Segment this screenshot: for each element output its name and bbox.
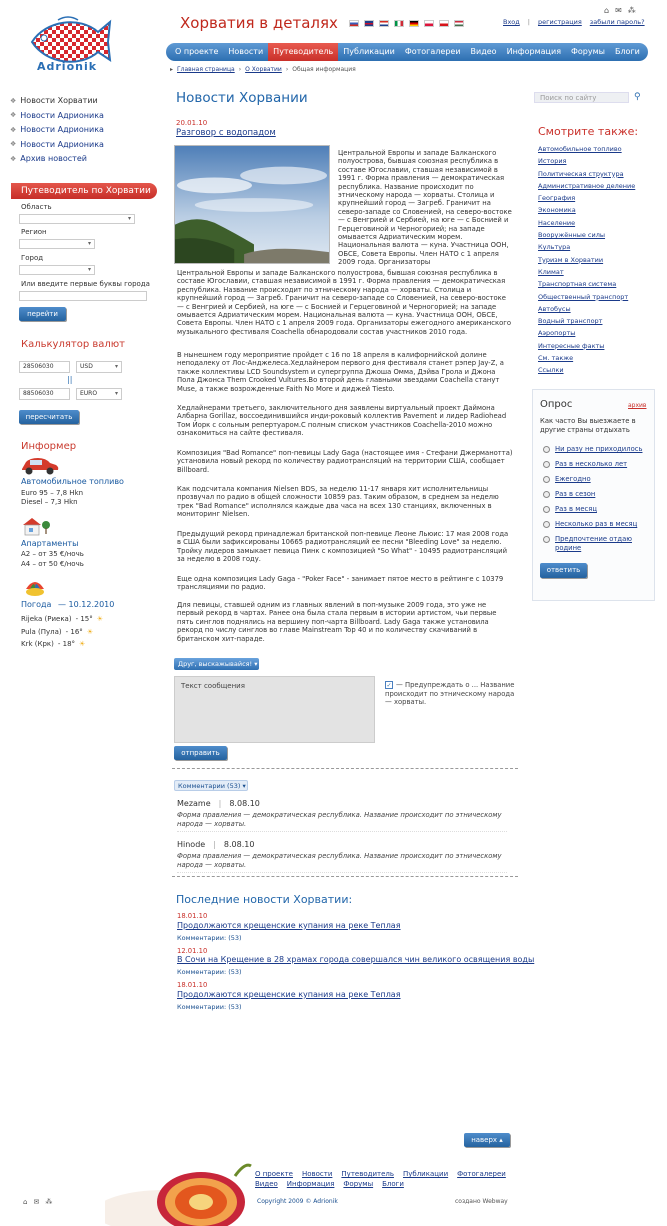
bullet-icon: ❖	[10, 154, 17, 163]
car-icon	[18, 456, 60, 476]
footer-link[interactable]: Блоги	[382, 1180, 404, 1188]
left-nav-item[interactable]	[10, 154, 104, 163]
breadcrumb-separator: ›	[285, 66, 289, 73]
footer-link[interactable]: Путеводитель	[341, 1170, 394, 1178]
left-nav-label: Новости Адрионика	[20, 110, 104, 120]
poll-option[interactable]	[543, 520, 655, 529]
see-also-link[interactable]: Аэропорты	[538, 329, 576, 338]
divider	[172, 768, 518, 769]
page-title: Новости Хорвании	[176, 90, 308, 106]
news-date: 18.01.10	[177, 912, 208, 920]
see-also-link[interactable]: Транспортная система	[538, 280, 617, 289]
see-also-link[interactable]: Население	[538, 218, 576, 227]
see-also-list	[538, 143, 635, 377]
city-letters-input[interactable]	[19, 291, 147, 301]
weather-title: Погода	[21, 600, 52, 609]
flag-de-icon[interactable]	[409, 20, 419, 27]
bullet-icon: ❖	[10, 96, 17, 105]
comment-separator: |	[213, 840, 216, 849]
nav-guide[interactable]: Путеводитель	[268, 43, 338, 61]
calc-title: Калькулятор валют	[21, 339, 126, 350]
article-paragraph: Центральной Европы и западе Балканского полуострова, бывшая союзная республика в составе Югославии, ставшая независимой в 1991 г. Форма правления — демократическая республика. Название происходит по этническому народа — хорваты. Столица и крупнейший город — Загреб. Граничит на северо-западе со Словенией, на северо-востоке — с Венгрией и Сербией, на юге — с Боснией и Герцеговиной и Черногорией; на западе омывается Адриатическим морем. Национальная валюта — куна. Участница ООН, ОБСЕ, Совета Европы. Член НАТО с 1 апреля 2009 года. Организаторы ежегодного американского музыкального фестиваля Coachella обнародовали состав участников 2010 года.	[177, 269, 512, 336]
see-also-link[interactable]: Общественный транспорт	[538, 292, 629, 301]
article-paragraph: Для певицы, ставшей одним из главных явлений в поп-музыке 2009 года, это уже не первый рекорд в чартах. Ранее она была стала первым в истории артистом, чьи первые пять синглов поднялись на вершину поп-чарта Billboard. Lady Gaga также установила рекорд по числу синглов во главе Mainstream Top 40 и по количеству скачиваний в британском хит-параде.	[177, 601, 497, 643]
article-paragraph: Хедлайнерами третьего, заключительного дня заявлены виртуальный проект Даймона Албарна Gorillaz, воссоединившийся инди-роковый коллектив Pavement и лидер Radiohead Том Йорк с сольным репертуаром.С полным списком участников Coachella-2010 можно ознакомиться на сайте фестиваля.	[177, 404, 507, 438]
comments-toggle-button[interactable]: Комментарии (53) ▾	[174, 780, 248, 791]
city-letters-label: Или введите первые буквы города	[21, 280, 150, 288]
breadcrumb	[170, 66, 356, 73]
comment-separator: |	[218, 799, 222, 808]
bullet-icon: ❖	[10, 125, 17, 134]
weather-row	[21, 615, 103, 623]
nav-forums[interactable]: Форумы	[571, 47, 605, 56]
left-news-nav	[10, 96, 104, 169]
weather-row	[21, 628, 93, 636]
chevron-down-icon: ▾	[127, 215, 131, 222]
sitemap-icon[interactable]: ⁂	[627, 6, 636, 15]
poll-option-label: Раз в месяц	[555, 505, 597, 513]
amount-2-input[interactable]: 88506030	[19, 388, 70, 400]
see-also-link[interactable]: Вооружённые силы	[538, 231, 606, 240]
comment-date: 8.08.10	[229, 799, 260, 808]
poll-option[interactable]	[543, 535, 655, 552]
area-select[interactable]	[19, 214, 135, 224]
article-paragraph: Еще одна композиция Lady Gaga - "Poker Face" - занимает пятое место в рейтинге с 10379 трансляциями по радио.	[177, 575, 504, 592]
left-nav-label: Новости Хорватии	[20, 96, 98, 105]
apartments-title: Апартаменты	[21, 539, 79, 548]
breadcrumb-about[interactable]: О Хорватии	[245, 66, 282, 73]
flag-hr-icon[interactable]	[379, 20, 389, 27]
site-title: Хорватия в деталях	[180, 14, 338, 32]
main-nav	[166, 43, 648, 61]
poll-title: Опрос	[540, 399, 573, 410]
mail-icon[interactable]: ✉	[33, 1198, 40, 1206]
see-also-title: Смотрите также:	[538, 125, 639, 138]
search-input[interactable]: Поиск по сайту	[534, 92, 629, 103]
poll-archive-link[interactable]: архив	[628, 402, 647, 409]
made-by: создано Webway	[455, 1198, 508, 1205]
article-photo	[174, 145, 330, 264]
poll-option-label: Раз в сезон	[555, 490, 596, 498]
poll-option[interactable]	[543, 505, 655, 514]
fuel-line: Euro 95 – 7,8 Hkn	[21, 489, 84, 497]
comment-text: Форма правления — демократическая республика. Название происходит по этническому народа — хорваты.	[177, 811, 507, 832]
home-icon[interactable]: ⌂	[23, 1198, 28, 1206]
see-also-link[interactable]: Климат	[538, 267, 564, 276]
see-also-link[interactable]: Административное деление	[538, 181, 636, 190]
article-paragraph: Как подсчитала компания Nielsen BDS, за неделю 11-17 января хит исполнительницы прозвучал по радио в общей сложности 10859 раз. Таким образом, в среднем за неделю трек "Bad Romance" исполнялся каждые два часа на всех 130 станциях, включенных в мониторинг Nielsen.	[177, 485, 499, 519]
news-comments-link[interactable]: Комментарии: (53)	[177, 934, 242, 942]
area-label: Область	[21, 203, 52, 211]
left-nav-item[interactable]	[10, 111, 104, 120]
poll-option[interactable]	[543, 475, 655, 484]
see-also-link[interactable]: Экономика	[538, 206, 576, 215]
nav-photo-galleries[interactable]: Фотогалереи	[404, 47, 461, 56]
breadcrumb-current: Общая информация	[292, 66, 356, 73]
currency-2-value: EURO	[80, 390, 98, 397]
guide-title-bar: Путеводитель по Хорватии	[11, 183, 157, 199]
nav-info[interactable]: Информация	[506, 47, 561, 56]
news-date: 12.01.10	[177, 947, 208, 955]
see-also-link[interactable]: Автомобильное топливо	[538, 145, 622, 153]
fuel-title: Автомобильное топливо	[21, 477, 124, 486]
radio-button[interactable]	[543, 506, 550, 513]
weather-temp: - 16°	[65, 628, 83, 636]
chevron-down-icon: ▾	[114, 363, 118, 370]
news-comments-link[interactable]: Комментарии: (53)	[177, 968, 242, 976]
vote-button[interactable]: ответить	[540, 563, 587, 578]
sun-cloud-icon: ☀	[79, 640, 86, 648]
left-nav-label: Новости Адрионика	[20, 125, 104, 134]
weather-city: Pula (Пула)	[21, 628, 62, 636]
news-title-link[interactable]: В Сочи на Крещение в 28 храмах города совершался чин великого освящения воды	[177, 955, 535, 964]
poll-option-label: Ежегодно	[555, 475, 591, 483]
nav-video[interactable]: Видео	[470, 47, 497, 56]
footer-links	[255, 1169, 515, 1189]
see-also-link[interactable]: Ссылки	[538, 366, 564, 375]
news-comments-link[interactable]: Комментарии: (53)	[177, 1003, 242, 1011]
radio-button[interactable]	[543, 461, 550, 468]
fuel-line: Diesel – 7,3 Hkn	[21, 498, 78, 506]
news-title-link[interactable]: Продолжаются крещенские купания на реке Теплая	[177, 990, 401, 999]
poll-option[interactable]	[543, 445, 655, 454]
radio-button[interactable]	[543, 491, 550, 498]
weather-city: Krk (Крк)	[21, 640, 54, 648]
weather-temp: - 15°	[75, 615, 93, 623]
see-also-link[interactable]: Туризм в Хорватии	[538, 255, 604, 264]
sun-cloud-icon: ☀	[96, 615, 104, 623]
currency-2-select[interactable]	[76, 388, 122, 400]
language-flags	[349, 20, 464, 27]
poll-option-label: Предпочтение отдаю родине	[555, 535, 632, 552]
currency-1-value: USD	[80, 363, 93, 370]
register-link[interactable]: регистрация	[537, 18, 582, 26]
footer-link[interactable]: Информация	[286, 1180, 335, 1188]
breadcrumb-home[interactable]: Главная страница	[177, 66, 235, 73]
footer-link[interactable]: Фотогалереи	[457, 1170, 506, 1178]
sitemap-icon[interactable]: ⁂	[45, 1198, 53, 1206]
copyright: Copyright 2009 © Adrionik	[257, 1198, 338, 1205]
poll-option-label: Раз в несколько лет	[555, 460, 628, 468]
search-icon[interactable]: ⚲	[634, 92, 641, 102]
see-also-link[interactable]: Политическая структура	[538, 169, 624, 178]
footer-link[interactable]: Видео	[255, 1180, 278, 1188]
house-icon	[22, 516, 52, 536]
comment-header	[177, 840, 254, 849]
see-also-link[interactable]: История	[538, 157, 567, 166]
comment-date: 8.08.10	[223, 840, 255, 849]
nav-blogs[interactable]: Блоги	[614, 47, 640, 56]
scroll-top-button[interactable]: наверх ▴	[464, 1133, 510, 1147]
article-text-beside-photo: Центральной Европы и западе Балканского полуострова, бывшая союзная республика в составе Югославии, ставшая независимой в 1991 г. Форма правления — демократическая республика. Название происходит по этническому народа — хорваты. Столица и крупнейший город — Загреб. Граничит на северо-западе со Словенией, на северо-востоке — с Венгрией и Сербией, на юге — с Боснией и Герцеговиной и Черногорией; на западе омывается Адриатическим морем. Национальная валюта — куна. Участница ООН, ОБСЕ, Совета Европы. Член НАТО с 1 апреля 2009 года. Организаторы	[338, 149, 512, 267]
weather-row	[21, 640, 85, 648]
article-paragraph: В нынешнем году мероприятие пройдет с 16 по 18 апреля в калифорнийской долине неподалеку от Лос-Анджелеса.Хедлайнером первого дня фестиваля станет рэпер Jay-Z, а также коллективы LCD Soundsystem и супергруппа Джоша Омма, Дэйва Грола и Джона Пола Джонса Them Crooked Vultures.Во второй день главными звездами Coachella станут Muse, а также возрожденные Faith No More и диджей Tiesto.	[177, 351, 504, 393]
radio-button[interactable]	[543, 476, 550, 483]
bullet-icon: ❖	[10, 140, 17, 148]
weather-date: — 10.12.2010	[58, 600, 115, 609]
nav-news[interactable]: Новости	[228, 47, 264, 56]
poll-option-label: Ни разу не приходилось	[555, 445, 643, 453]
header-tools	[604, 6, 636, 15]
latest-news-title: Последние новости Хорватии:	[176, 893, 353, 906]
see-also-link[interactable]: Культура	[538, 243, 571, 252]
see-also-link[interactable]: Интересные факты	[538, 341, 605, 350]
poll-option[interactable]	[543, 490, 655, 499]
flag-uk-icon[interactable]	[364, 20, 374, 27]
comment-author: Mezame	[177, 799, 211, 808]
poll-question: Как часто Вы выезжаете в другие страны отдыхать	[540, 417, 636, 434]
message-textarea[interactable]: Текст сообщения	[174, 676, 375, 743]
news-title-link[interactable]: Продолжаются крещенские купания на реке Теплая	[177, 921, 401, 930]
beach-umbrella-icon	[24, 579, 46, 597]
comment-text: Форма правления — демократическая республика. Название происходит по этническому народа — хорваты.	[177, 852, 507, 873]
article-paragraph: Предыдущий рекорд принадлежал британской поп-певице Леоне Льюис: 17 мая 2008 года в США были зафиксированы 10665 радиотрансляций ее песни "Bleeding Love" за неделю. Тройку лидеров замыкает певица Пинк с композицией "So What" - 10495 радиотрансляций за неделю в 2008 году.	[177, 530, 509, 564]
article-paragraph: Композиция "Bad Romance" поп-певицы Lady Gaga (настоящее имя - Стефани Джерманотта) установила новый рекорд по количеству радиотрансляций на территории США, сообщает Billboard.	[177, 449, 513, 474]
breadcrumb-arrow-icon: ▸	[170, 66, 174, 73]
bullet-icon: ❖	[10, 111, 17, 119]
footer-link[interactable]: Новости	[301, 1170, 333, 1178]
radio-button[interactable]	[543, 521, 550, 528]
flag-cz-icon[interactable]	[439, 20, 449, 27]
recalculate-button[interactable]: пересчитать	[19, 410, 79, 424]
flag-pl-icon[interactable]	[424, 20, 434, 27]
auth-separator: |	[527, 18, 530, 26]
flag-hu-icon[interactable]	[454, 20, 464, 27]
left-nav-label: Архив новостей	[20, 154, 87, 163]
see-also-link[interactable]: Водный транспорт	[538, 317, 603, 326]
mail-icon[interactable]: ✉	[615, 6, 622, 15]
see-also-link[interactable]: См. также	[538, 354, 574, 363]
currency-1-select[interactable]	[76, 361, 122, 373]
see-also-link[interactable]: Автобусы	[538, 304, 571, 313]
news-date: 18.01.10	[177, 981, 208, 989]
auth-links	[503, 18, 645, 26]
radio-button[interactable]	[543, 536, 550, 543]
city-select[interactable]	[19, 265, 95, 275]
city-label: Город	[21, 254, 44, 262]
chevron-down-icon: ▾	[87, 240, 91, 247]
flag-it-icon[interactable]	[394, 20, 404, 27]
send-button[interactable]: отправить	[174, 746, 227, 760]
footer-link[interactable]: Публикации	[402, 1170, 449, 1178]
nav-about[interactable]: О проекте	[175, 47, 219, 56]
region-label: Регион	[21, 228, 47, 236]
flag-ru-icon[interactable]	[349, 20, 359, 27]
notify-label: — Предупреждать о ... Название происходит по этническому народа — хорваты.	[385, 681, 515, 706]
informer-title: Информер	[21, 441, 77, 452]
footer-link[interactable]: Форумы	[343, 1180, 374, 1188]
chevron-down-icon: ▾	[87, 266, 91, 273]
comment-toggle-button[interactable]: Друг, выскажывайся! ▾	[174, 658, 259, 670]
weather-city: Rijeka (Риека)	[21, 615, 72, 623]
breadcrumb-separator: ›	[238, 66, 242, 73]
equals-icon: ||	[67, 375, 73, 384]
weather-title-row	[21, 600, 114, 609]
region-select[interactable]	[19, 239, 95, 249]
fig-fruit-illustration	[105, 1152, 253, 1226]
left-nav-item[interactable]	[10, 140, 104, 149]
article-title-link[interactable]: Разговор с водопадом	[176, 128, 276, 138]
home-icon[interactable]: ⌂	[604, 6, 610, 15]
poll-option-label: Несколько раз в месяц	[555, 520, 638, 528]
notify-checkbox[interactable]: ✓	[386, 682, 392, 689]
chevron-down-icon: ▾	[114, 390, 118, 397]
nav-publications[interactable]: Публикации	[343, 47, 395, 56]
go-button[interactable]: перейти	[19, 307, 66, 321]
comment-author: Hinode	[177, 840, 206, 849]
apartment-line: A2 – от 35 €/ночь	[21, 550, 84, 558]
forgot-password-link[interactable]: забыли пароль?	[589, 18, 645, 26]
radio-button[interactable]	[543, 446, 550, 453]
login-link[interactable]: Вход	[503, 18, 520, 26]
left-nav-label: Новости Адрионика	[20, 139, 104, 149]
sun-cloud-icon: ☀	[86, 628, 94, 636]
see-also-link[interactable]: География	[538, 194, 576, 203]
footer-link[interactable]: О проекте	[255, 1170, 293, 1178]
amount-1-input[interactable]: 28506030	[19, 361, 70, 373]
logo-text: Adrionik	[37, 60, 98, 73]
left-nav-item[interactable]	[10, 96, 104, 105]
weather-temp: - 18°	[57, 640, 76, 648]
poll-option[interactable]	[543, 460, 655, 469]
divider	[172, 876, 518, 877]
article-date: 20.01.10	[176, 119, 208, 127]
left-nav-item[interactable]	[10, 125, 104, 134]
footer-tools	[23, 1198, 52, 1206]
comment-header	[177, 799, 260, 808]
apartment-line: A4 – от 50 €/ночь	[21, 560, 84, 568]
notify-checkbox-row	[385, 681, 515, 707]
